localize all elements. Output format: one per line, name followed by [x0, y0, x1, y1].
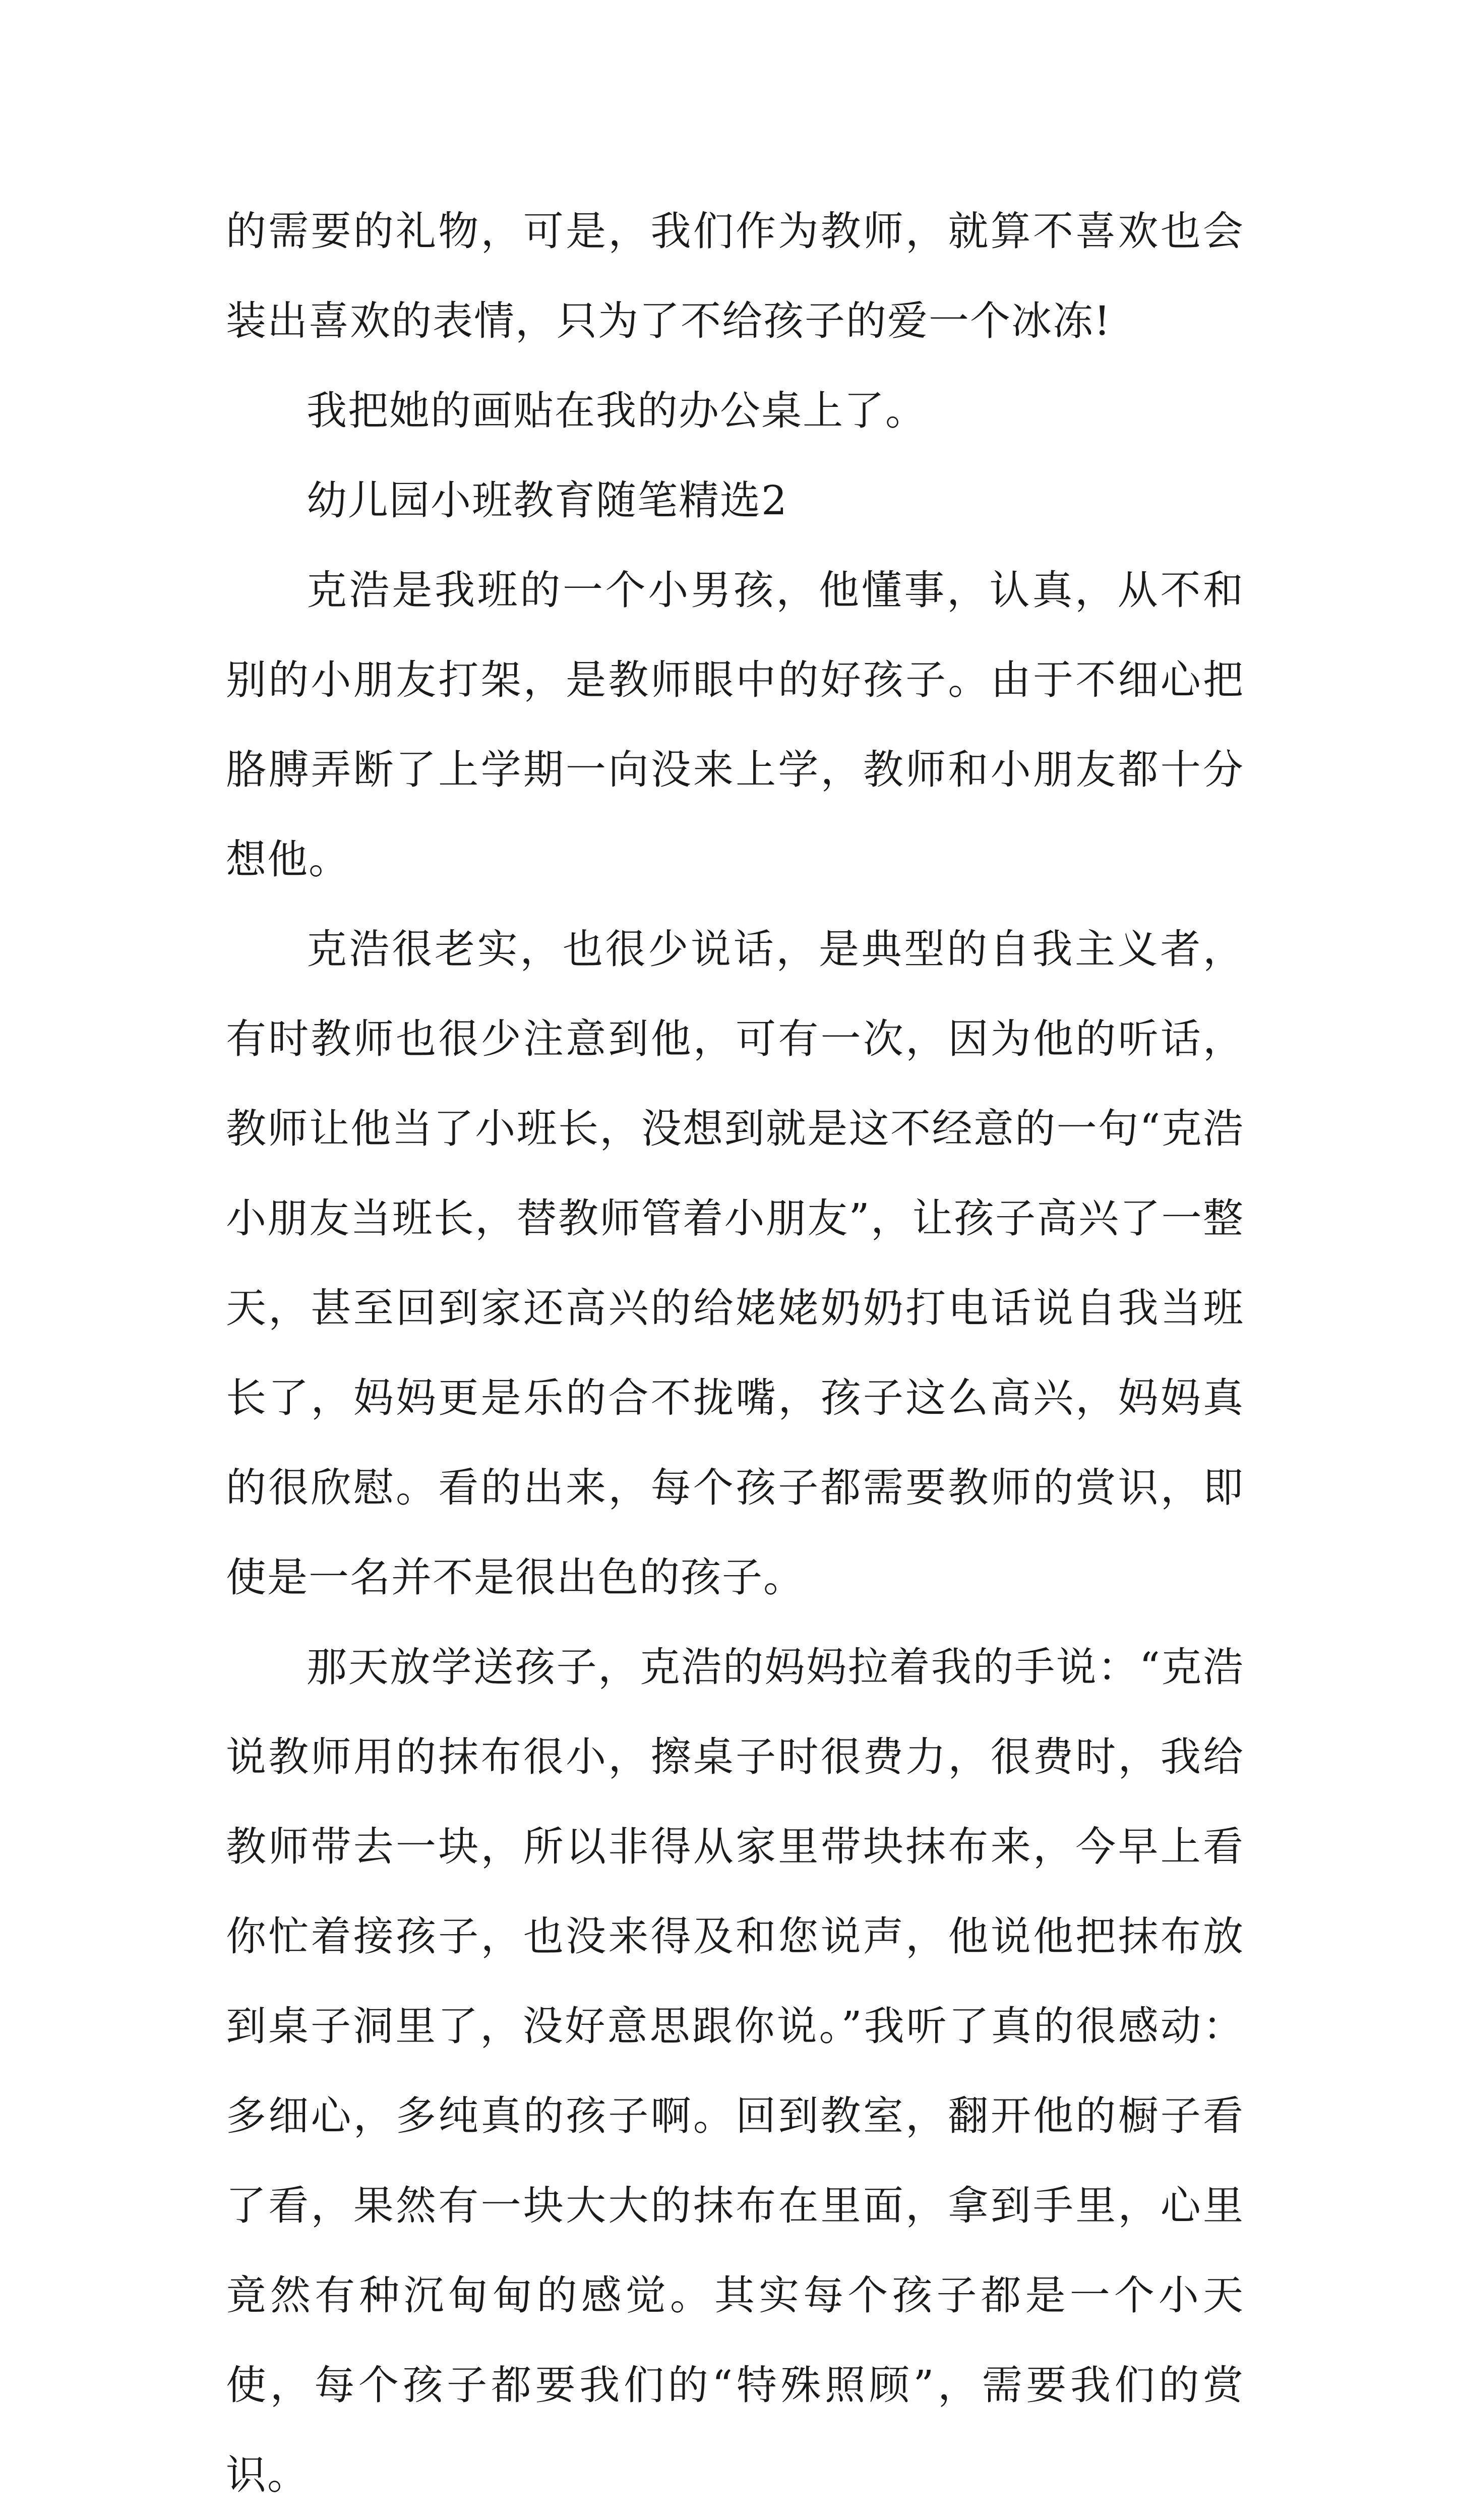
paragraph-rag-story: 那天放学送孩子，克浩的妈妈拉着我的手说：“克浩说教师用的抹布很小，擦桌子时很费力，很费时，我给教师带去一块，所以非得从家里带块抹布来，今早上看你忙着接孩子，也没来得及和您说声，他说他把抹布放到桌子洞里了，没好意思跟你说。”我听了真的很感动：多细心，多纯真的孩子啊。回到教室，翻开他的橱子看了看，果然有一块大大的抹布在里面，拿到手里，心里竟然有种沉甸甸的感觉。其实每个孩子都是一个小天使，每个孩子都要我们的“特殊照顾”，需要我们的赏识。 [226, 1644, 1244, 2498]
paragraph-continuation: 的需要的礼物，可是，我们作为教师，就算不喜欢也会装出喜欢的表情，只为了不给孩子的爱一个冰冻! [226, 208, 1244, 344]
paragraph-painting: 我把她的画贴在我的办公桌上了。 [307, 387, 927, 434]
paragraph-class-monitor: 克浩很老实，也很少说话，是典型的自我主义者，有时教师也很少注意到他，可有一次，因为他的听话，教师让他当了小班长，没想到就是这不经意的一句“克浩小朋友当班长，替教师管着小朋友”，让孩子高兴了一整天，甚至回到家还高兴的给姥姥奶奶打电话说自我当班长了，妈妈更是乐的合不拢嘴，孩子这么高兴，妈妈真的很欣慰。看的出来，每个孩子都需要教师的赏识，即使是一名并不是很出色的孩子。 [226, 926, 1244, 1601]
document-body [226, 187, 1244, 2520]
paragraph-kehao-intro: 克浩是我班的一个小男孩，他懂事，认真，从不和别的小朋友打架，是教师眼中的好孩子。由于不细心把胳膊弄断了上学期一向没来上学，教师和小朋友都十分想他。 [226, 567, 1244, 883]
section-heading: 幼儿园小班教育随笔精选2 [307, 477, 788, 524]
